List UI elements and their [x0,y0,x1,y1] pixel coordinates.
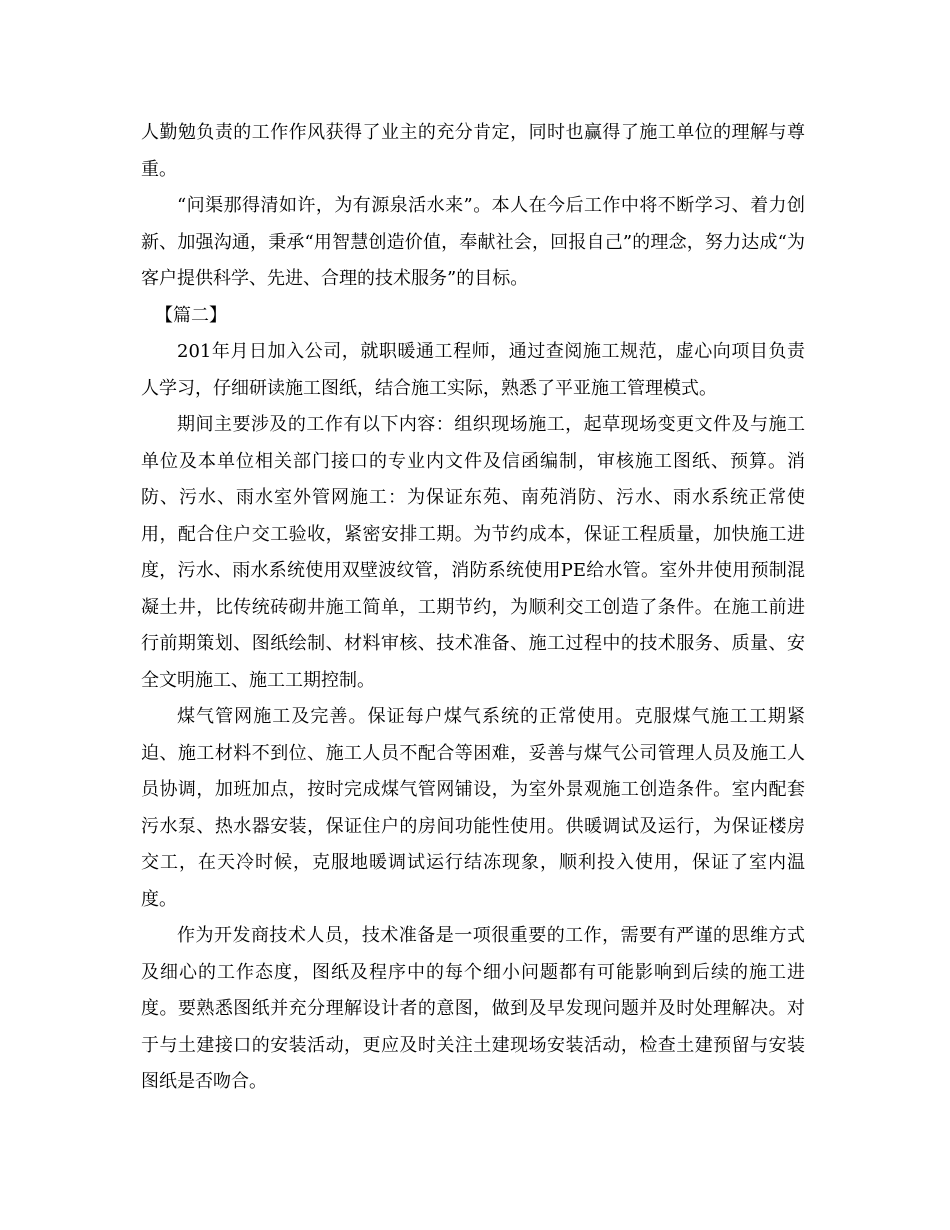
paragraph-main-work: 期间主要涉及的工作有以下内容：组织现场施工，起草现场变更文件及与施工单位及本单位相关部门接口的专业内文件及信函编制，审核施工图纸、预算。消防、污水、雨水室外管网施工：为保证东苑、南苑消防、污水、雨水系统正常使用，配合住户交工验收，紧密安排工期。为节约成本，保证工程质量，加快施工进度，污水、雨水系统使用双壁波纹管，消防系统使用PE给水管。室外井使用预制混凝土井，比传统砖砌井施工简单，工期节约，为顺利交工创造了条件。在施工前进行前期策划、图纸绘制、材料审核、技术准备、施工过程中的技术服务、质量、安全文明施工、施工工期控制。 [141,414,805,691]
paragraph-join-company: 201年月日加入公司，就职暖通工程师，通过查阅施工规范，虚心向项目负责人学习，仔细研读施工图纸，结合施工实际，熟悉了平亚施工管理模式。 [141,341,805,399]
section-heading: 【篇二】 [155,304,227,326]
document-page [141,115,805,1101]
paragraph-gas-network: 煤气管网施工及完善。保证每户煤气系统的正常使用。克服煤气施工工期紧迫、施工材料不到位、施工人员不配合等困难，妥善与煤气公司管理人员及施工人员协调，加班加点，按时完成煤气管网铺设，为室外景观施工创造条件。室内配套污水泵、热水器安装，保证住户的房间功能性使用。供暖调试及运行，为保证楼房交工，在天冷时候，克服地暖调试运行结冻现象，顺利投入使用，保证了室内温度。 [141,706,805,910]
paragraph-quote-goal: “问渠那得清如许，为有源泉活水来”。本人在今后工作中将不断学习、着力创新、加强沟通，秉承“用智慧创造价值，奉献社会，回报自己”的理念，努力达成“为客户提供科学、先进、合理的技术服务”的目标。 [141,195,805,289]
paragraph-technical-preparation: 作为开发商技术人员，技术准备是一项很重要的工作，需要有严谨的思维方式及细心的工作态度，图纸及程序中的每个细小问题都有可能影响到后续的施工进度。要熟悉图纸并充分理解设计者的意图，做到及早发现问题并及时处理解决。对于与土建接口的安装活动，更应及时关注土建现场安装活动，检查土建预留与安装图纸是否吻合。 [141,925,805,1092]
paragraph-continuation: 人勤勉负责的工作作风获得了业主的充分肯定，同时也赢得了施工单位的理解与尊重。 [141,122,805,180]
